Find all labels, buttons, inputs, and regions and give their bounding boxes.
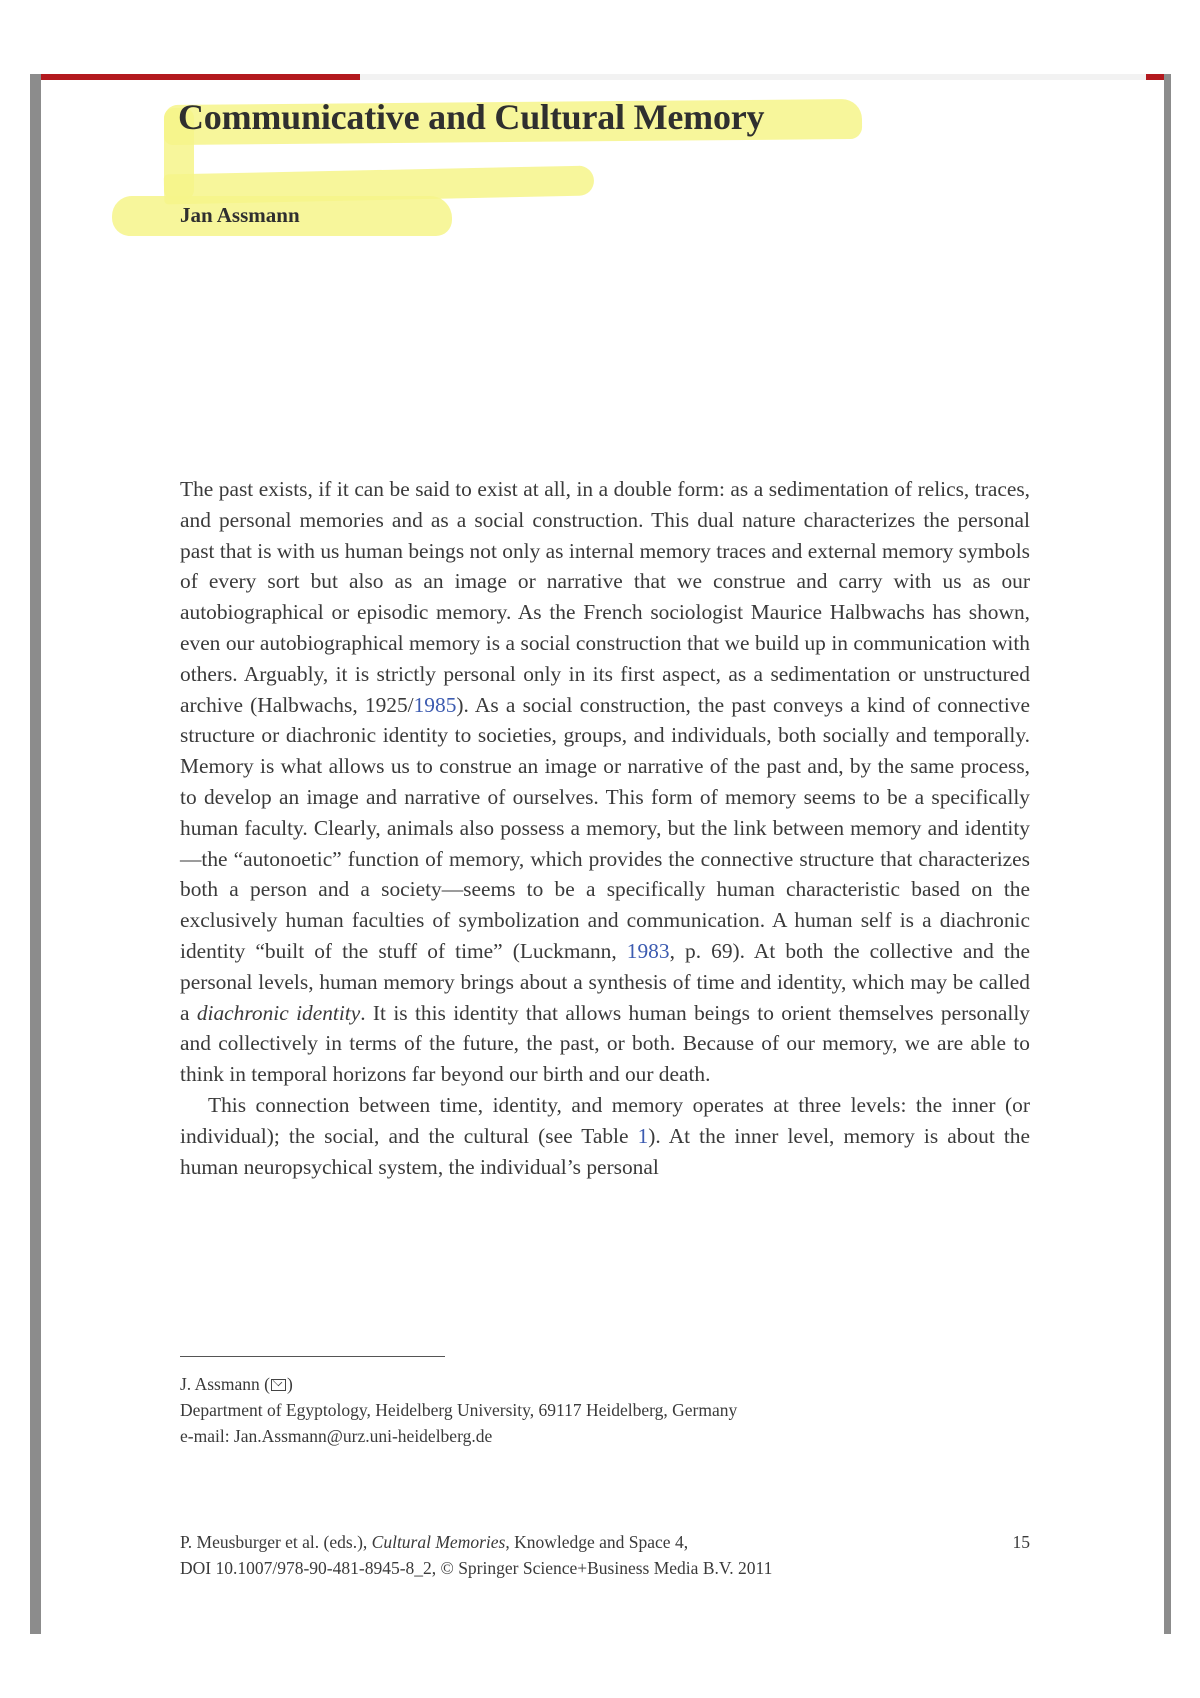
p1-italic-term: diachronic identity bbox=[196, 1000, 361, 1025]
citation-link-1983[interactable]: 1983 bbox=[626, 938, 670, 963]
affiliation-name: J. Assmann ( bbox=[180, 1374, 270, 1394]
chapter-title: Communicative and Cultural Memory bbox=[178, 97, 765, 137]
affiliation-name-line bbox=[180, 1371, 737, 1397]
paragraph-2 bbox=[180, 1090, 1030, 1182]
p2-text-1: This connection between time, identity, and memory operates at three levels: the inner (or individual); the social, and the cultural (see Table bbox=[180, 1092, 1030, 1148]
envelope-icon bbox=[271, 1379, 286, 1391]
citation-link-1985[interactable]: 1985 bbox=[413, 692, 457, 717]
table-link-1[interactable]: 1 bbox=[637, 1123, 649, 1148]
publication-doi: DOI 10.1007/978-90-481-8945-8_2, © Springer Science+Business Media B.V. 2011 bbox=[180, 1558, 773, 1578]
affiliation-email[interactable]: e-mail: Jan.Assmann@urz.uni-heidelberg.de bbox=[180, 1426, 493, 1446]
publication-info bbox=[180, 1529, 1030, 1581]
pub-book-title: Cultural Memories bbox=[371, 1532, 506, 1552]
chapter-author: Jan Assmann bbox=[180, 203, 300, 227]
page-right-edge bbox=[1164, 74, 1171, 1634]
pub-series: , Knowledge and Space 4, bbox=[505, 1532, 689, 1552]
accent-bar-left bbox=[30, 74, 360, 80]
p2-text-2: ). At the inner level, memory is about the human neuropsychical system, the individual’s personal bbox=[180, 1123, 1030, 1179]
p1-text-1: The past exists, if it can be said to exist at all, in a double form: as a sedimentation of relics, traces, and personal memories and as a social construction. This dual nature characterizes the personal past that is with us human beings not only as internal memory traces and external memory symbols of every sort but also as an image or narrative that we construe and carry with us as our autobiographical or episodic memory. As the French sociologist Maurice Halbwachs has shown, even our autobiographical memory is a social construction that we build up in communication with others. Arguably, it is strictly personal only in its first aspect, as a sedimentation or unstructured archive (Halbwachs, 1925/ bbox=[180, 477, 1030, 717]
page-top-border bbox=[30, 74, 1170, 80]
p1-text-2: ). As a social construction, the past conveys a kind of connective structure or diachronic identity to societies, groups, and individuals, both socially and temporally. Memory is what allows us to construe an image or narrative of the past and, by the same process, to develop an image and narrative of ourselves. This form of memory seems to be a specifically human faculty. Clearly, animals also possess a memory, but the link between memory and identity—the “autonoetic” function of memory, which provides the connective structure that characterizes both a person and a society—seems to be a specifically human characteristic based on the exclusively human faculties of symbolization and communication. A human self is a diachronic identity “built of the stuff of time” (Luckmann, bbox=[180, 692, 1030, 963]
pub-editors: P. Meusburger et al. (eds.), bbox=[180, 1532, 372, 1552]
p1-text-4: . It is this identity that allows human beings to orient themselves personally and collectively in terms of the future, the past, or both. Because of our memory, we are able to think in temporal horizons far beyond our birth and our death. bbox=[180, 1000, 1030, 1087]
affiliation-name-close: ) bbox=[286, 1374, 293, 1394]
footnote-divider bbox=[180, 1356, 445, 1357]
author-affiliation bbox=[180, 1371, 737, 1449]
page-number: 15 bbox=[1012, 1532, 1030, 1552]
affiliation-department: Department of Egyptology, Heidelberg University, 69117 Heidelberg, Germany bbox=[180, 1400, 738, 1420]
p1-text-3: , p. 69). At both the collective and the personal levels, human memory brings about a synthesis of time and identity, which may be called a bbox=[180, 938, 1030, 1025]
page-left-edge bbox=[30, 74, 41, 1634]
publication-line-1 bbox=[180, 1529, 1030, 1555]
body-text bbox=[180, 474, 1030, 1182]
paragraph-1 bbox=[180, 474, 1030, 1090]
